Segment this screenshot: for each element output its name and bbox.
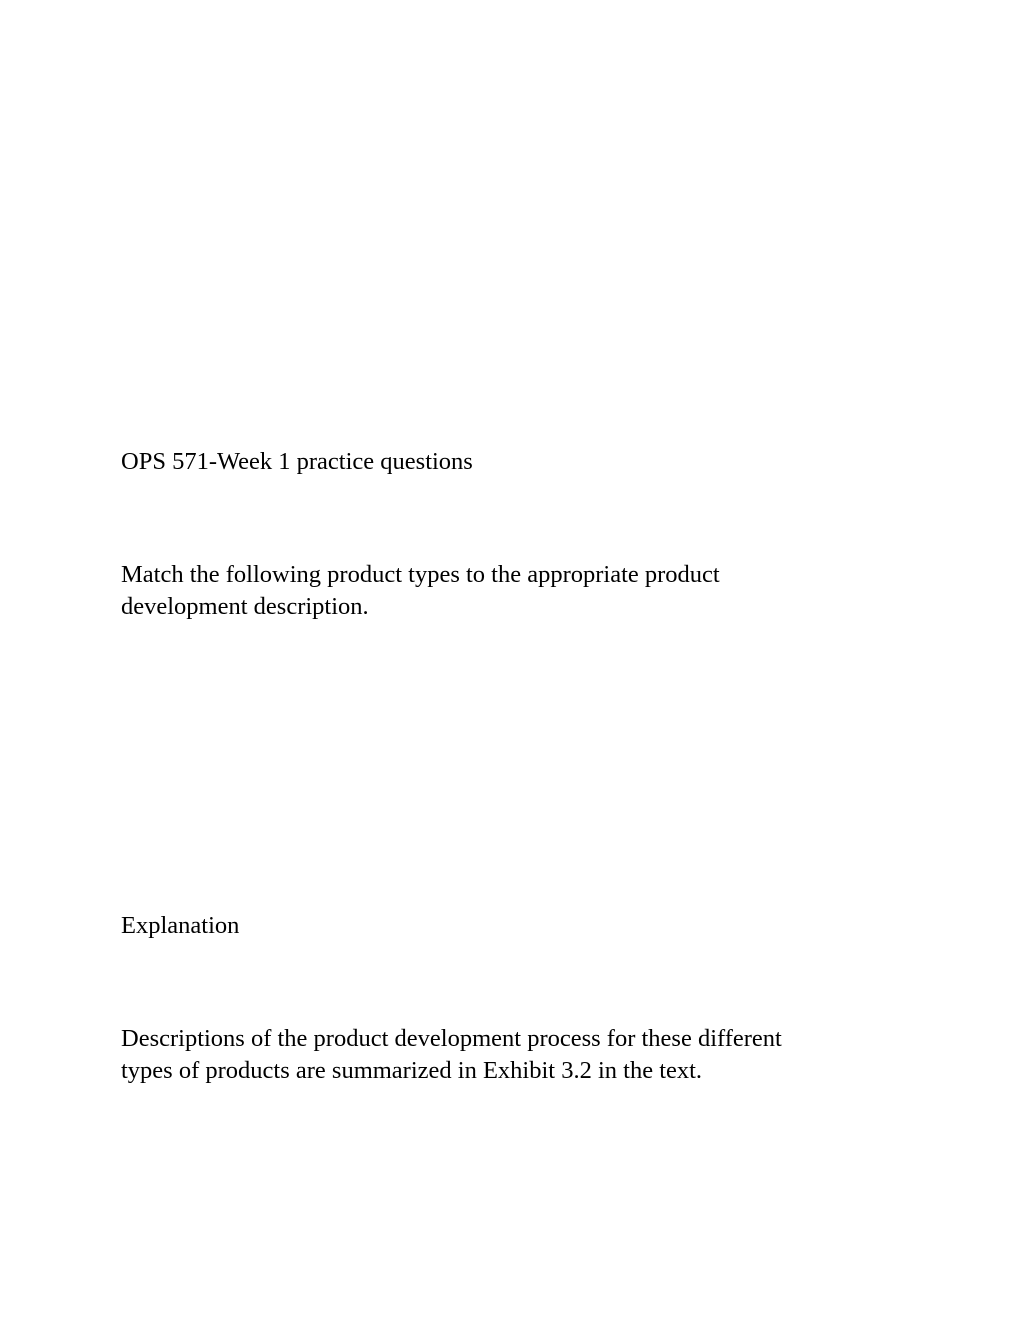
explanation-line: Descriptions of the product development process for these different: [121, 1025, 782, 1052]
document-title: OPS 571-Week 1 practice questions: [121, 448, 473, 475]
question-line: Match the following product types to the appropriate product: [121, 561, 720, 588]
explanation-heading: Explanation: [121, 912, 240, 939]
explanation-line: types of products are summarized in Exhibit 3.2 in the text.: [121, 1057, 703, 1084]
question-line: development description.: [121, 593, 369, 620]
